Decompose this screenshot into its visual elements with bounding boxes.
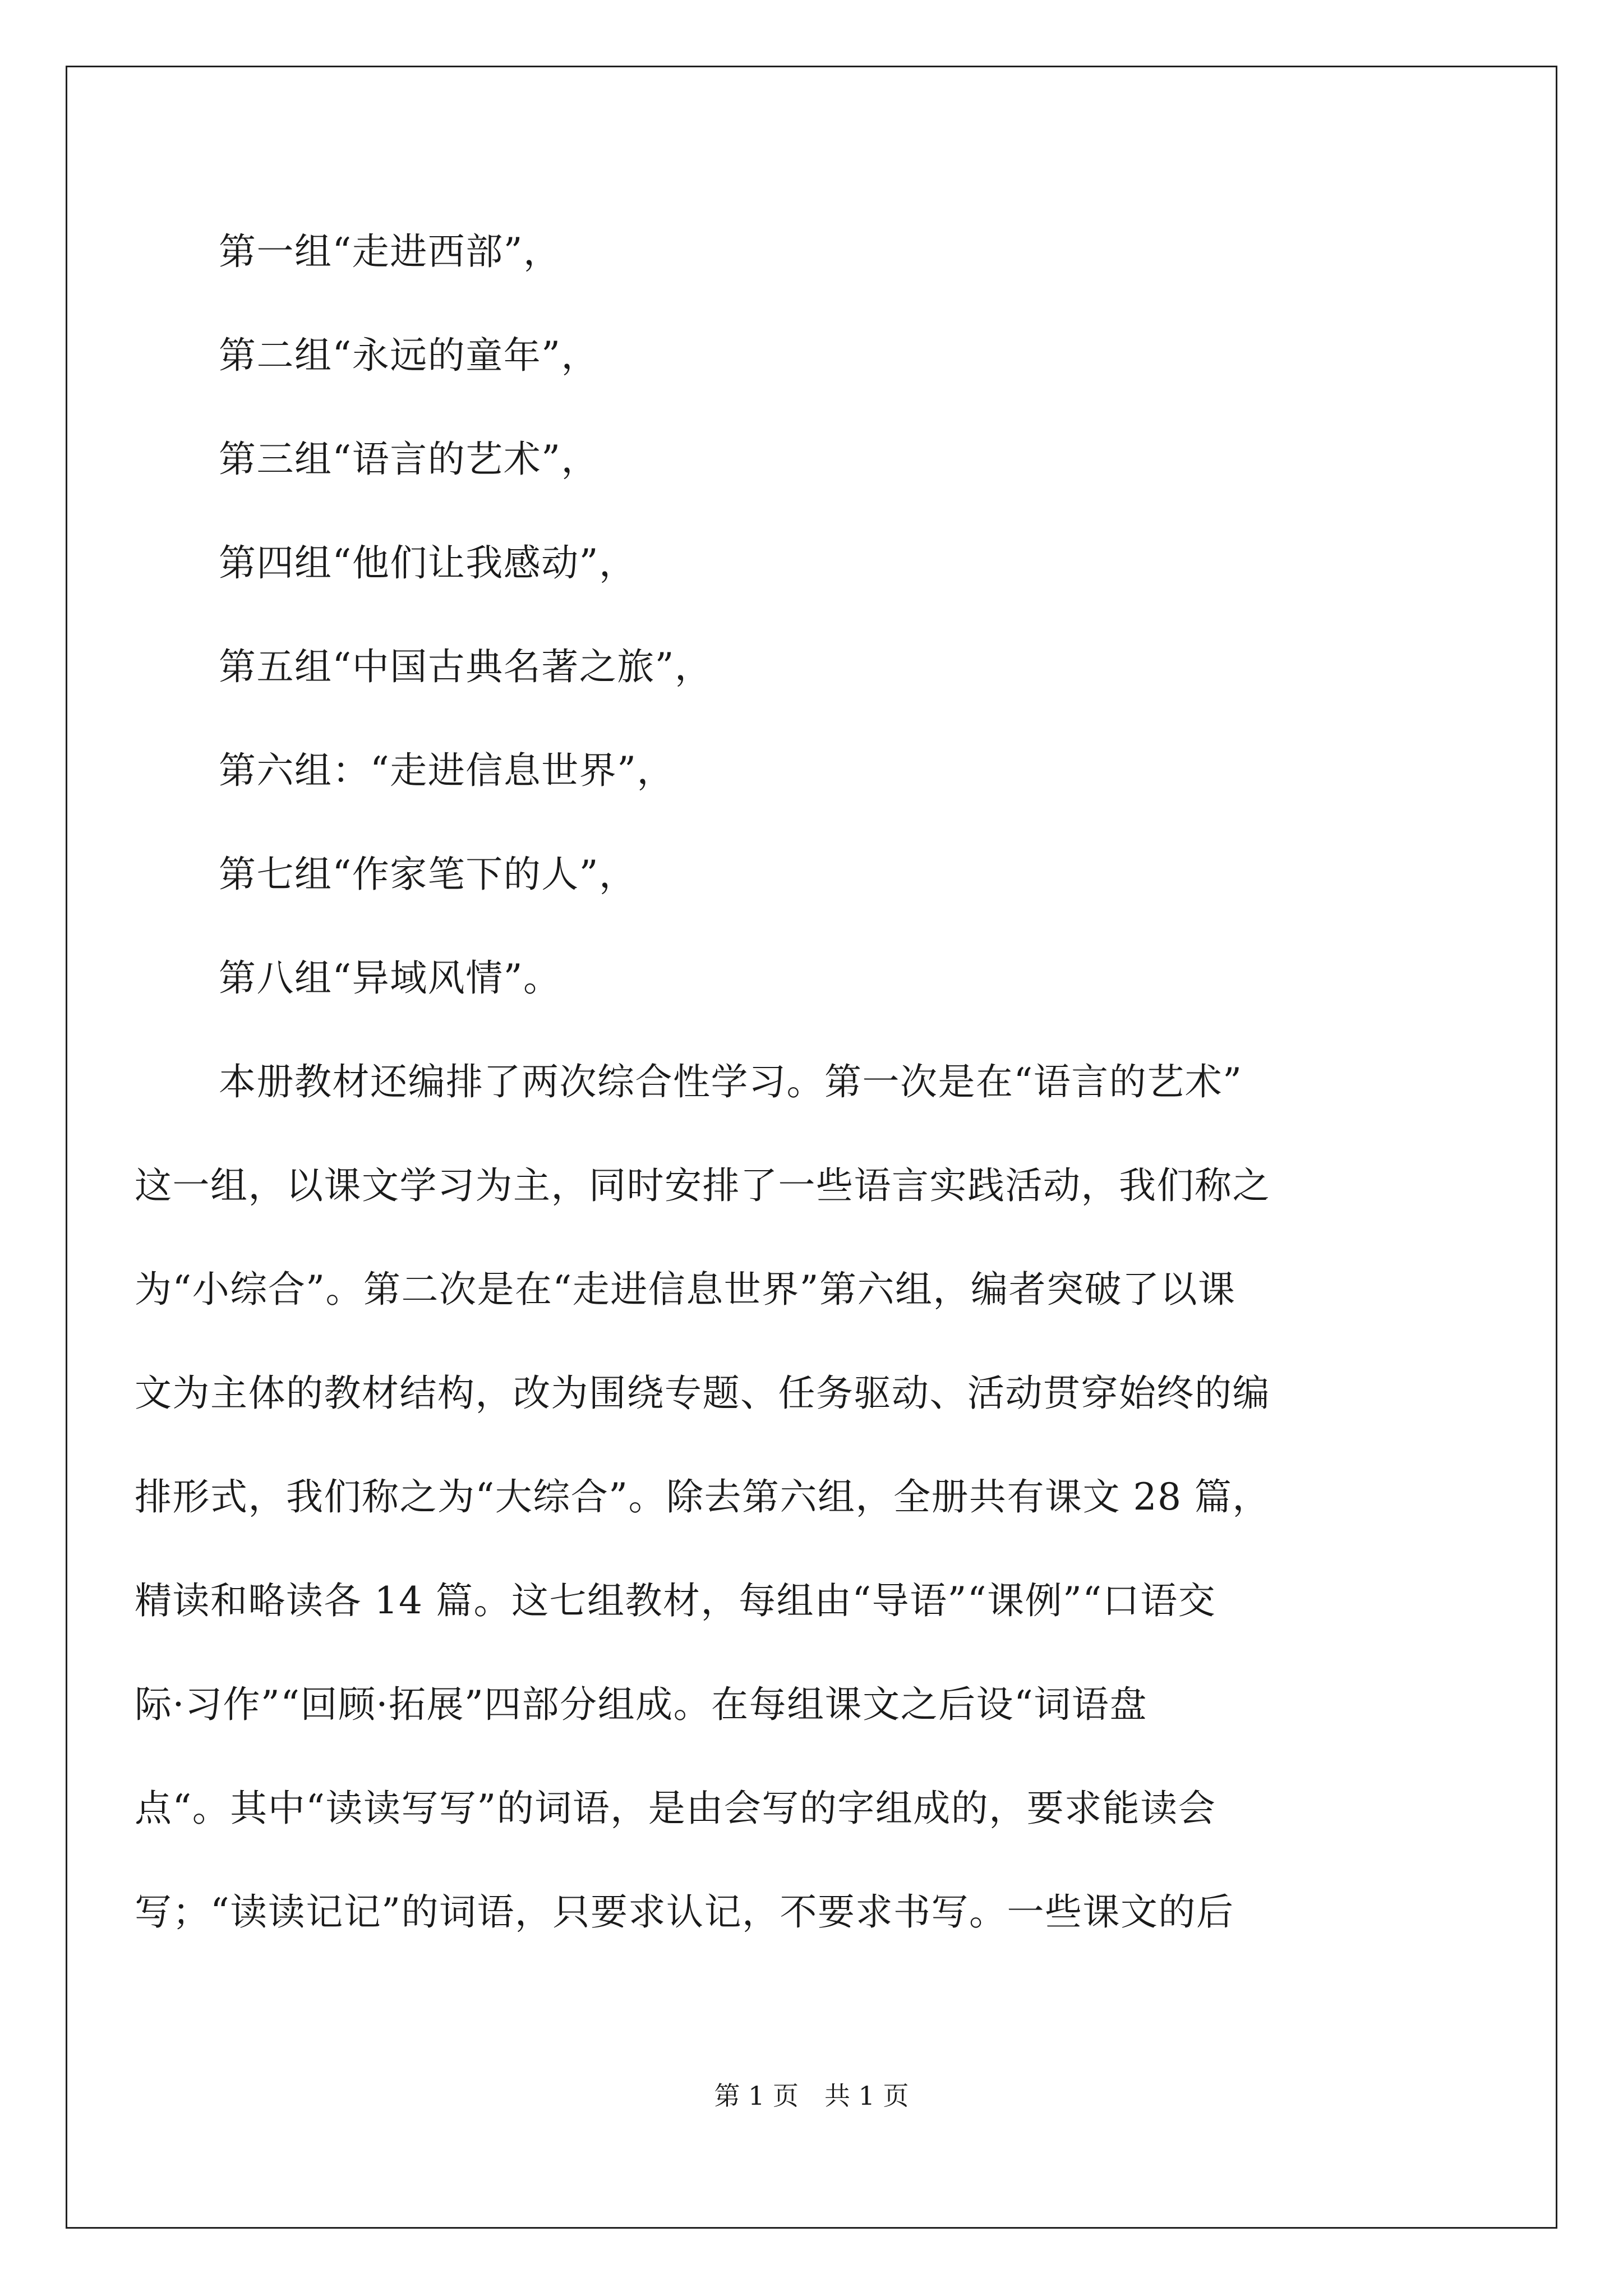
group-item: 第五组“中国古典名著之旅”，	[219, 645, 713, 688]
paragraph-line: 点“。其中“读读写写”的词语，是由会写的字组成的，要求能读会	[135, 1787, 1216, 1830]
group-item: 第三组“语言的艺术”，	[219, 438, 599, 481]
group-item: 第四组“他们让我感动”，	[219, 541, 637, 585]
paragraph-line: 精读和略读各 14 篇。这七组教材，每组由“导语”“课例”“口语交	[135, 1579, 1216, 1622]
paragraph-line: 文为主体的教材结构，改为围绕专题、任务驱动、活动贯穿始终的编	[135, 1372, 1270, 1415]
page-number-footer: 第 1 页 共 1 页	[714, 2081, 909, 2111]
paragraph-line: 为“小综合”。第二次是在“走进信息世界”第六组，编者突破了以课	[135, 1268, 1236, 1311]
paragraph-line: 排形式，我们称之为“大综合”。除去第六组，全册共有课文 28 篇，	[135, 1475, 1270, 1519]
paragraph-line: 这一组，以课文学习为主，同时安排了一些语言实践活动，我们称之	[135, 1164, 1270, 1207]
group-item: 第一组“走进西部”，	[219, 230, 561, 273]
group-item: 第六组：“走进信息世界”，	[219, 749, 675, 792]
group-item: 第八组“异域风情”。	[219, 956, 561, 1000]
paragraph-line: 写；“读读记记”的词语，只要求认记，不要求书写。一些课文的后	[135, 1890, 1234, 1934]
group-item: 第七组“作家笔下的人”，	[219, 853, 637, 896]
paragraph-line: 本册教材还编排了两次综合性学习。第一次是在“语言的艺术”	[219, 1060, 1243, 1103]
paragraph-line: 际·习作”“回顾·拓展”四部分组成。在每组课文之后设“词语盘	[135, 1683, 1147, 1726]
group-item: 第二组“永远的童年”，	[219, 334, 599, 377]
